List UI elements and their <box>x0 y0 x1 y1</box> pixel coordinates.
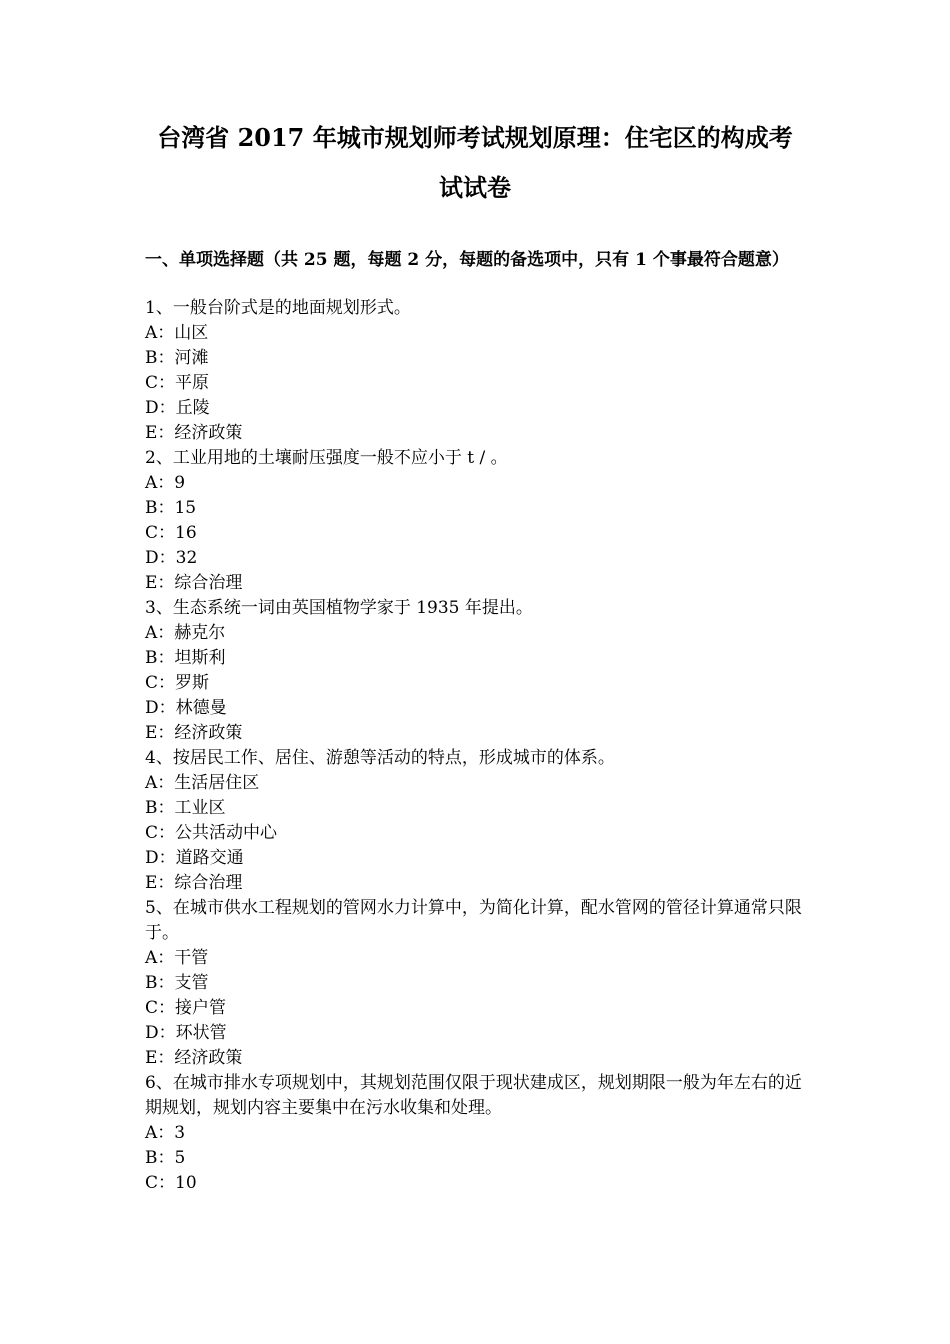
option: A：山区 <box>145 323 209 343</box>
option: C：罗斯 <box>145 673 210 693</box>
option: D：丘陵 <box>145 398 210 418</box>
question-stem: 5、在城市供水工程规划的管网水力计算中，为简化计算，配水管网的管径计算通常只限于。 <box>145 898 802 943</box>
option: D：32 <box>145 548 198 568</box>
option: A：赫克尔 <box>145 623 226 643</box>
option: A：9 <box>145 473 186 493</box>
option: E：经济政策 <box>145 423 243 443</box>
question-stem: 1、一般台阶式是的地面规划形式。 <box>145 298 411 318</box>
option: C：接户管 <box>145 998 227 1018</box>
option: E：经济政策 <box>145 723 243 743</box>
option: C：10 <box>145 1173 197 1193</box>
option: D：林德曼 <box>145 698 227 718</box>
option: D：道路交通 <box>145 848 244 868</box>
question-stem: 6、在城市排水专项规划中，其规划范围仅限于现状建成区，规划期限一般为年左右的近期规划，规划内容主要集中在污水收集和处理。 <box>145 1073 802 1118</box>
option: B：工业区 <box>145 798 226 818</box>
question-stem: 3、生态系统一词由英国植物学家于 1935 年提出。 <box>145 598 533 618</box>
option: B：支管 <box>145 973 209 993</box>
option: E：综合治理 <box>145 873 243 893</box>
option: C：16 <box>145 523 197 543</box>
question-stem: 4、按居民工作、居住、游憩等活动的特点，形成城市的体系。 <box>145 748 615 768</box>
section-heading: 一、单项选择题（共 25 题，每题 2 分，每题的备选项中，只有 1 个事最符合题意） <box>145 250 789 270</box>
question-list <box>145 296 810 1196</box>
option: C：公共活动中心 <box>145 823 278 843</box>
option: A：生活居住区 <box>145 773 260 793</box>
option: A：3 <box>145 1123 186 1143</box>
option: E：综合治理 <box>145 573 243 593</box>
option: B：5 <box>145 1148 186 1168</box>
document-title-line-1: 台湾省 2017 年城市规划师考试规划原理：住宅区的构成考 <box>157 123 793 152</box>
option: C：平原 <box>145 373 210 393</box>
question-stem: 2、工业用地的土壤耐压强度一般不应小于 t / 。 <box>145 448 508 468</box>
option: E：经济政策 <box>145 1048 243 1068</box>
option: B：15 <box>145 498 197 518</box>
document-title-line-2: 试试卷 <box>439 173 511 202</box>
option: D：环状管 <box>145 1023 227 1043</box>
option: A：干管 <box>145 948 209 968</box>
option: B：河滩 <box>145 348 209 368</box>
option: B：坦斯利 <box>145 648 226 668</box>
